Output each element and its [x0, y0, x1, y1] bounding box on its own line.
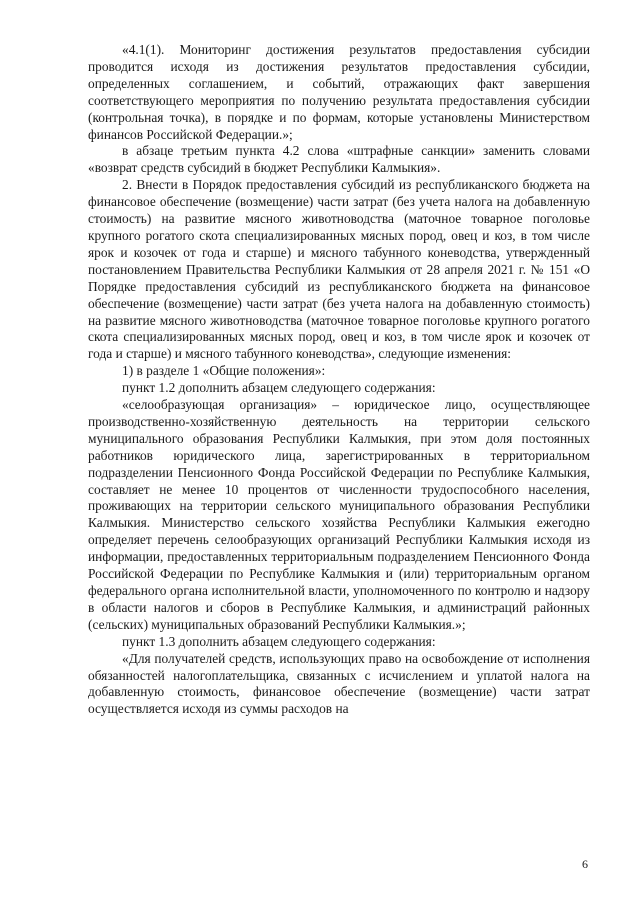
paragraph-vat-exemption: «Для получателей средств, использующих право на освобождение от исполнения обязанностей налогоплательщика, связанных с исчислением и уплатой налога на добавленную стоимость, финансовое обеспечение (возмещение) части затрат осуществляется исходя из суммы расходов на — [88, 650, 590, 717]
paragraph-item-1-2: пункт 1.2 дополнить абзацем следующего содержания: — [122, 380, 436, 396]
paragraph-amendment-2: 2. Внести в Порядок предоставления субсидий из республиканского бюджета на финансовое обеспечение (возмещение) части затрат (без учета налога на добавленную стоимость) на развитие мясного животноводства (маточное товарное поголовье крупного рогатого скота специализированных мясных пород, овец и коз, в том числе ярок и козочек от года и старше) и мясного табунного коневодства, утвержденный постановлением Правительства Республики Калмыкия от 28 апреля 2021 г. № 151 «О Порядке предоставления субсидий из республиканского бюджета на финансовое обеспечение (возмещение) части затрат (без учета налога на добавленную стоимость) на развитие мясного животноводства (маточное товарное поголовье крупного рогатого скота специализированных мясных пород, овец и коз, в том числе ярок и козочек от года и старше) и мясного табунного коневодства», следующие изменения: — [88, 177, 590, 362]
paragraph-section-1: 1) в разделе 1 «Общие положения»: — [122, 363, 326, 379]
paragraph-monitoring: «4.1(1). Мониторинг достижения результатов предоставления субсидии проводится исходя из достижения результатов предоставления субсидии, определенных соглашением, и событий, отражающих факт завершения соответствующего мероприятия по получению результата предоставления субсидии (контрольная точка), в порядке и по формам, которые установлены Министерством финансов Российской Федерации.»; — [88, 42, 590, 142]
document-body — [88, 42, 590, 718]
paragraph-item-1-3: пункт 1.3 дополнить абзацем следующего содержания: — [122, 633, 436, 649]
page-number: 6 — [582, 857, 588, 871]
paragraph-clause-4-2: в абзаце третьим пункта 4.2 слова «штрафные санкции» заменить словами «возврат средств субсидий в бюджет Республики Калмыкия». — [88, 143, 590, 176]
paragraph-definition: «селообразующая организация» – юридическое лицо, осуществляющее производственно-хозяйственную деятельность на территории сельского муниципального образования Республики Калмыкия, при этом доля постоянных работников юридического лица, зарегистрированных в территориальном подразделении Пенсионного Фонда Российской Федерации по Республике Калмыкия, составляет не менее 10 процентов от численности трудоспособного населения, проживающих на территории сельского муниципального образования Республики Калмыкия. Министерство сельского хозяйства Республики Калмыкия ежегодно определяет перечень селообразующих организаций Республики Калмыкия исходя из информации, предоставленных территориальным подразделением Пенсионного Фонда Российской Федерации по Республике Калмыкия и (или) территориальным органом федерального органа исполнительной власти, уполномоченного по контролю и надзору в области налогов и сборов в Республике Калмыкия, и администраций районных (сельских) муниципальных образований Республики Калмыкия.»; — [88, 397, 590, 632]
